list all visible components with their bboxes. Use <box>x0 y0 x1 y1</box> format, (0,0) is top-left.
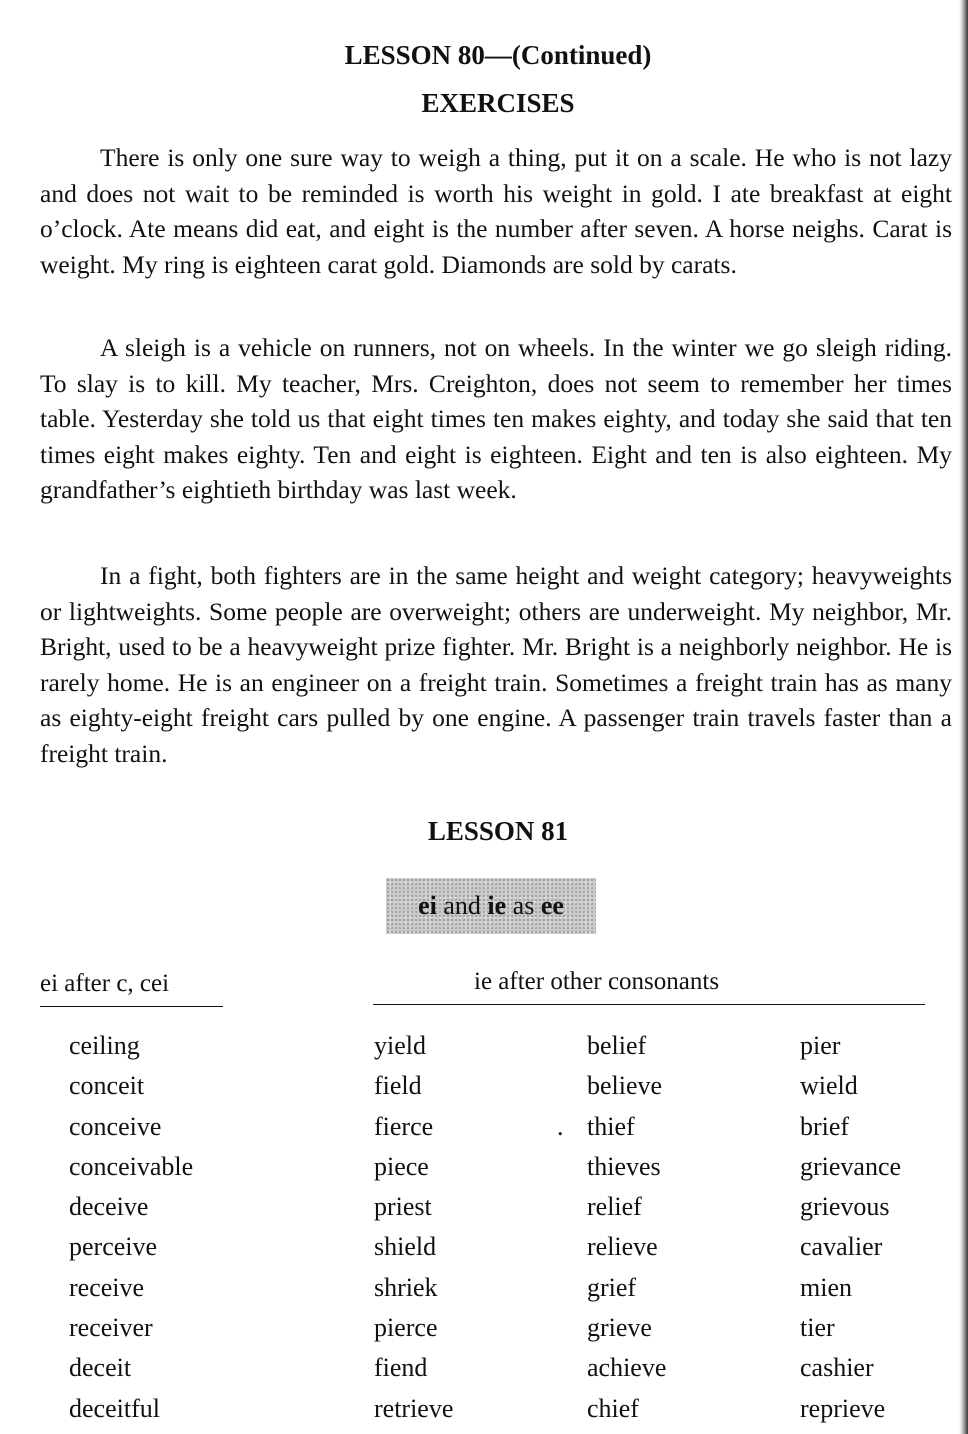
word-list-item: thief <box>587 1111 635 1141</box>
exercises-heading: EXERCISES <box>421 88 575 118</box>
cei-header-underline <box>40 1006 223 1007</box>
word-list-item: conceivable <box>69 1151 194 1181</box>
exercise-paragraph-1: There is only one sure way to weigh a thing, put it on a scale. He who is not lazy and does not wait to be reminded is worth his weight in gold. I ate breakfast at eight o’clock. Ate means did eat, and eight is the number after seven. A horse neighs. Carat is weight. My ring is eighteen carat gold. Diamonds are sold by carats. <box>40 143 952 279</box>
lesson-81-heading: LESSON 81 <box>427 816 569 846</box>
rule-ie: ie <box>487 891 507 920</box>
word-list-item: ceiling <box>69 1031 140 1060</box>
ie-header-underline <box>373 1004 925 1005</box>
word-list-item: piece <box>374 1151 429 1181</box>
rule-as: as <box>512 891 535 920</box>
word-list-item: conceive <box>69 1111 162 1141</box>
word-list-item: receiver <box>69 1313 153 1343</box>
word-list-item: belief <box>587 1031 647 1060</box>
rule-ei: ei <box>418 891 437 920</box>
word-list-item: retrieve <box>374 1393 454 1423</box>
word-list-item: fiend <box>374 1353 428 1383</box>
word-list-item: grieve <box>587 1313 652 1343</box>
word-list-item: fierce <box>374 1111 434 1141</box>
word-list-item: believe <box>587 1071 663 1101</box>
word-list-item: pier <box>800 1031 841 1060</box>
ie-word-list-3 <box>800 1026 901 1429</box>
word-list-item: deceive <box>69 1192 149 1222</box>
word-list-item: reprieve <box>800 1393 886 1423</box>
word-list-item: shield <box>374 1232 437 1262</box>
word-list-item: tier <box>800 1313 835 1343</box>
word-list-item: conceit <box>69 1071 145 1101</box>
word-list-item: achieve <box>587 1353 667 1383</box>
word-list-item: cashier <box>800 1353 874 1383</box>
word-list-item: thieves <box>587 1151 661 1181</box>
word-list-item: chief <box>587 1393 639 1423</box>
word-list-item: relieve <box>587 1232 658 1262</box>
exercise-paragraph-2: A sleigh is a vehicle on runners, not on wheels. In the winter we go sleigh riding. To slay is to kill. My teacher, Mrs. Creighton, does not seem to remember her times table. Yesterday she told us that eight times ten makes eighty, and today she said that ten times eight makes eighty. Ten and eight is eighteen. Eight and ten is also eighteen. My grandfather’s eightieth birthday was last week. <box>40 333 952 504</box>
ie-word-list-1 <box>374 1026 453 1429</box>
word-list-item: priest <box>374 1192 432 1222</box>
word-list-item: pierce <box>374 1313 438 1343</box>
word-list-item: wield <box>800 1071 858 1101</box>
word-list-item: cavalier <box>800 1232 883 1262</box>
stray-print-mark: . <box>557 1112 564 1141</box>
ie-word-list-2 <box>587 1026 666 1429</box>
word-list-item: brief <box>800 1111 850 1141</box>
word-list-item: mien <box>800 1272 852 1302</box>
exercise-paragraph-3: In a fight, both fighters are in the same height and weight category; heavyweights or lightweights. Some people are overweight; others are underweight. My neighbor, Mr. Bright, used to be a heavyweight prize fighter. Mr. Bright is a neighborly neighbor. He is rarely home. He is an engineer on a freight train. Sometimes a freight train has as many as eighty-eight freight cars pulled by one engine. A passenger train travels faster than a freight train. <box>40 561 952 768</box>
cei-column-header: ei after c, cei <box>40 970 170 997</box>
page-binding-edge <box>959 0 968 1434</box>
word-list-item: deceit <box>69 1353 132 1383</box>
word-list-item: relief <box>587 1192 642 1222</box>
word-list-item: receive <box>69 1272 145 1302</box>
spelling-rule-box <box>386 878 596 934</box>
word-list-item: field <box>374 1071 422 1101</box>
word-list-item: grievous <box>800 1192 890 1222</box>
ie-column-header: ie after other consonants <box>474 968 720 995</box>
word-list-item: perceive <box>69 1232 158 1262</box>
word-list-item: yield <box>374 1031 426 1060</box>
rule-ee: ee <box>540 891 564 920</box>
word-list-item: deceitful <box>69 1393 160 1423</box>
word-list-item: grief <box>587 1272 637 1302</box>
lesson-80-heading: LESSON 80—(Continued) <box>344 40 652 70</box>
word-list-item: shriek <box>374 1272 438 1302</box>
cei-word-list <box>69 1026 193 1429</box>
rule-and: and <box>443 891 481 920</box>
word-list-item: grievance <box>800 1151 902 1181</box>
